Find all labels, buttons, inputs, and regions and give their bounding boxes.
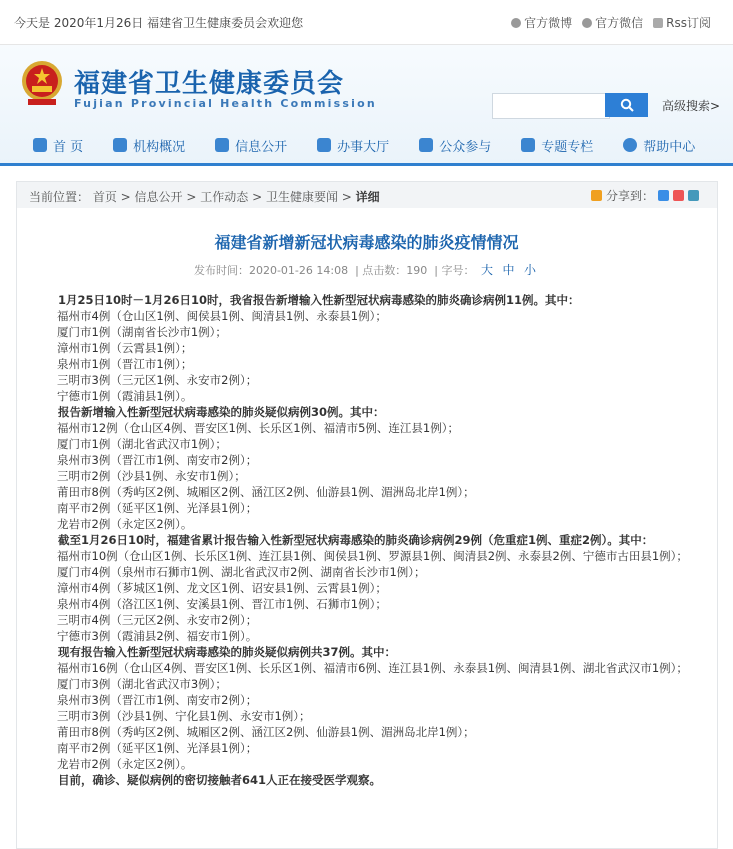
paragraph: 漳州市1例（云霄县1例）； <box>57 341 193 355</box>
welcome-text: 今天是 2020年1月26日 福建省卫生健康委员会欢迎您 <box>14 16 304 30</box>
nav-help-center[interactable]: 帮助中心 <box>623 136 695 155</box>
folder-icon <box>215 138 229 152</box>
font-small-button[interactable]: 小 <box>524 263 537 277</box>
article-body <box>30 292 702 788</box>
rss-link[interactable]: Rss订阅 <box>653 14 711 31</box>
article-title: 福建省新增新冠状病毒感染的肺炎疫情情况 <box>214 233 519 252</box>
top-links <box>511 14 711 31</box>
paragraph: 宁德市1例（霞浦县1例）。 <box>57 389 193 403</box>
monitor-icon <box>317 138 331 152</box>
site-title-cn: 福建省卫生健康委员会 <box>74 69 345 99</box>
paragraph: 福州市4例（仓山区1例、闽侯县1例、闽清县1例、永泰县1例）； <box>57 309 387 323</box>
site-header <box>0 45 733 165</box>
paragraph: 龙岩市2例（永定区2例）。 <box>57 517 193 531</box>
paragraph: 厦门市1例（湖南省长沙市1例）； <box>57 325 227 339</box>
people-icon <box>419 138 433 152</box>
paragraph: 漳州市4例（芗城区1例、龙文区1例、诏安县1例、云霄县1例）； <box>57 581 387 595</box>
paragraph: 福州市16例（仓山区4例、晋安区1例、长乐区1例、福清市6例、连江县1例、永泰县1例、闽清县1例、湖北省武汉市1例）； <box>57 661 688 675</box>
national-emblem-logo[interactable] <box>20 59 64 109</box>
crumb-info[interactable]: 信息公开 <box>134 190 183 204</box>
paragraph: 1月25日10时－1月26日10时，我省报告新增输入性新型冠状病毒感染的肺炎确诊病例11例。其中： <box>58 293 580 307</box>
wechat-link[interactable]: 官方微信 <box>582 14 643 31</box>
nav-info-disclosure[interactable]: 信息公开 <box>215 136 287 155</box>
click-count: 190 <box>406 264 428 277</box>
paragraph: 目前，确诊、疑似病例的密切接触者641人正在接受医学观察。 <box>58 773 382 787</box>
advanced-search-link[interactable]: 高级搜索> <box>662 99 721 113</box>
paragraph: 南平市2例（延平区1例、光泽县1例）； <box>57 741 258 755</box>
crumb-news[interactable]: 卫生健康要闻 <box>265 190 338 204</box>
font-large-button[interactable]: 大 <box>480 263 493 277</box>
paragraph: 厦门市4例（泉州市石狮市1例、湖北省武汉市2例、湖南省长沙市1例）； <box>57 565 426 579</box>
rss-icon <box>653 18 663 28</box>
paragraph: 泉州市3例（晋江市1例、南安市2例）； <box>57 453 258 467</box>
wechat-icon <box>582 18 592 28</box>
publish-time: 2020-01-26 14:08 <box>248 264 349 277</box>
paragraph: 三明市2例（沙县1例、永安市1例）； <box>57 469 246 483</box>
article-meta: 发布时间：2020-01-26 14:08 | 点击数：190 | 字号： 大 中 小 <box>193 263 537 277</box>
nav-organization[interactable]: 机构概况 <box>113 136 185 155</box>
weibo-link[interactable]: 官方微博 <box>511 14 572 31</box>
search-button[interactable] <box>605 93 648 117</box>
breadcrumb: 当前位置： 首页 > 信息公开 > 工作动态 > 卫生健康要闻 > 详细 <box>29 190 380 204</box>
nav-public-participation[interactable]: 公众参与 <box>419 136 491 155</box>
nav-divider <box>0 163 733 166</box>
paragraph: 南平市2例（延平区1例、光泽县1例）； <box>57 501 258 515</box>
share-qzone-icon[interactable] <box>658 190 669 201</box>
weibo-icon <box>511 18 521 28</box>
paragraph: 截至1月26日10时，福建省累计报告输入性新型冠状病毒感染的肺炎确诊病例29例（危重症1例、重症2例）。其中： <box>58 533 654 547</box>
star-icon <box>113 138 127 152</box>
breadcrumb-bar <box>16 181 718 209</box>
search-icon <box>620 98 634 112</box>
paragraph: 宁德市3例（霞浦县2例、福安市1例）。 <box>57 629 258 643</box>
paragraph: 三明市3例（三元区1例、永安市2例）； <box>57 373 258 387</box>
paragraph: 莆田市8例（秀屿区2例、城厢区2例、涵江区2例、仙游县1例、湄洲岛北岸1例）； <box>57 725 475 739</box>
paragraph: 现有报告输入性新型冠状病毒感染的肺炎疑似病例共37例。其中： <box>58 645 396 659</box>
home-icon <box>33 138 47 152</box>
share-bar: 分享到： <box>591 187 699 204</box>
crumb-home[interactable]: 首页 <box>92 190 117 204</box>
top-bar <box>0 0 733 45</box>
nav-service-hall[interactable]: 办事大厅 <box>317 136 389 155</box>
nav-home[interactable]: 首 页 <box>33 136 83 155</box>
paragraph: 龙岩市2例（永定区2例）。 <box>57 757 193 771</box>
paragraph: 莆田市8例（秀屿区2例、城厢区2例、涵江区2例、仙游县1例、湄洲岛北岸1例）； <box>57 485 475 499</box>
paragraph: 泉州市4例（洛江区1例、安溪县1例、晋江市1例、石狮市1例）； <box>57 597 387 611</box>
paragraph: 厦门市3例（湖北省武汉市3例）； <box>57 677 227 691</box>
font-medium-button[interactable]: 中 <box>502 263 515 277</box>
paragraph: 泉州市3例（晋江市1例、南安市2例）； <box>57 693 258 707</box>
paragraph: 三明市3例（沙县1例、宁化县1例、永安市1例）； <box>57 709 311 723</box>
site-title-en: Fujian Provincial Health Commission <box>74 97 377 110</box>
share-tencent-icon[interactable] <box>688 190 699 201</box>
paragraph: 三明市4例（三元区2例、永安市2例）； <box>57 613 258 627</box>
paragraph: 泉州市1例（晋江市1例）； <box>57 357 193 371</box>
main-nav <box>0 127 733 163</box>
nav-special-topics[interactable]: 专题专栏 <box>521 136 593 155</box>
paragraph: 福州市10例（仓山区1例、长乐区1例、连江县1例、闽侯县1例、罗源县1例、闽清县2例、永泰县2例、宁德市古田县1例）； <box>57 549 688 563</box>
crumb-work[interactable]: 工作动态 <box>200 190 249 204</box>
paragraph: 报告新增输入性新型冠状病毒感染的肺炎疑似病例30例。其中： <box>58 405 385 419</box>
help-icon <box>623 138 637 152</box>
share-weibo-icon[interactable] <box>673 190 684 201</box>
share-add-icon[interactable] <box>591 190 602 201</box>
search-input[interactable] <box>492 93 610 119</box>
paragraph: 厦门市1例（湖北省武汉市1例）； <box>57 437 227 451</box>
tag-icon <box>521 138 535 152</box>
crumb-current: 详细 <box>355 190 380 204</box>
paragraph: 福州市12例（仓山区4例、晋安区1例、长乐区1例、福清市5例、连江县1例）； <box>57 421 459 435</box>
